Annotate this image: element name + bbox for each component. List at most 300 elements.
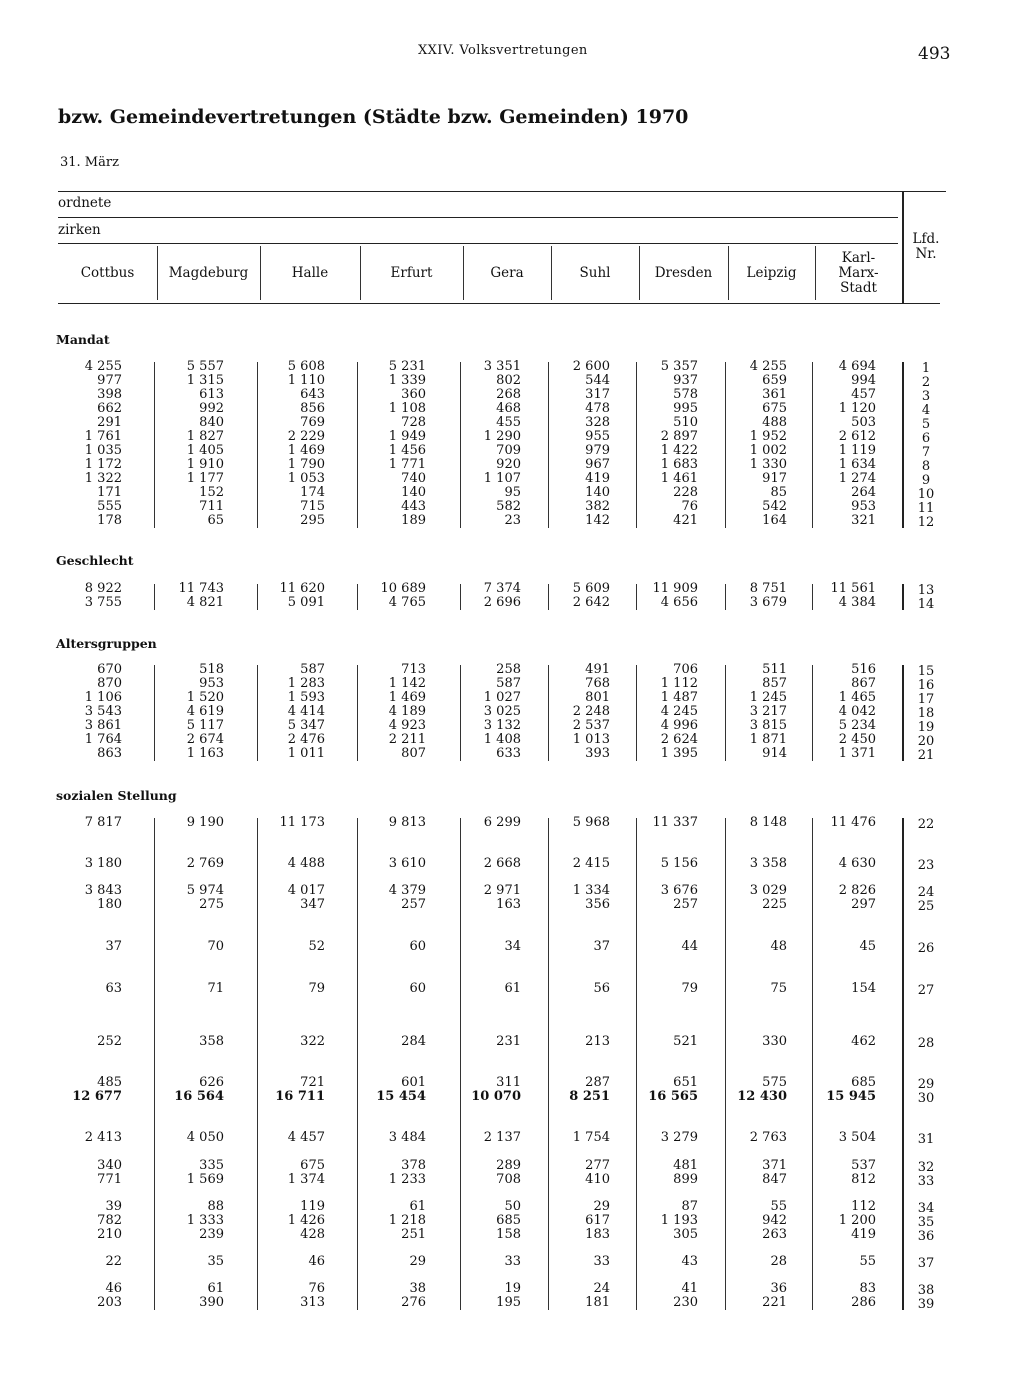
table-cell: 643 [300, 387, 325, 402]
table-cell: 782 [97, 1213, 122, 1228]
table-cell: 542 [762, 499, 787, 514]
table-cell: 1 683 [660, 457, 698, 472]
table-cell: 1 469 [388, 690, 426, 705]
table-cell: 1 339 [388, 373, 426, 388]
table-cell: 1 120 [838, 401, 876, 416]
table-cell: 3 543 [84, 704, 122, 719]
table-cell: 1 274 [838, 471, 876, 486]
table-cell: 11 337 [652, 815, 698, 830]
table-cell: 4 694 [838, 359, 876, 374]
table-cell: 917 [762, 471, 787, 486]
table-cell: 455 [496, 415, 521, 430]
table-cell: 5 156 [660, 856, 698, 871]
table-cell: 60 [409, 981, 426, 996]
table-cell: 485 [97, 1075, 122, 1090]
table-cell: 3 025 [483, 704, 521, 719]
table-cell: 4 245 [660, 704, 698, 719]
table-cell: 1 233 [388, 1172, 426, 1187]
table-cell: 419 [851, 1227, 876, 1242]
section-label: Geschlecht [56, 553, 134, 568]
lfd-column-divider [902, 584, 904, 610]
table-cell: 163 [496, 897, 521, 912]
table-cell: 29 [409, 1254, 426, 1269]
table-cell: 252 [97, 1034, 122, 1049]
table-cell: 289 [496, 1158, 521, 1173]
table-cell: 8 148 [749, 815, 787, 830]
row-number: 2 [921, 375, 931, 390]
table-cell: 870 [97, 676, 122, 691]
table-cell: 867 [851, 676, 876, 691]
table-cell: 55 [859, 1254, 876, 1269]
table-cell: 88 [207, 1199, 224, 1214]
table-cell: 1 142 [388, 676, 426, 691]
table-cell: 728 [401, 415, 426, 430]
table-cell: 953 [851, 499, 876, 514]
group-label: ordnete [58, 195, 112, 211]
table-cell: 2 668 [483, 856, 521, 871]
table-cell: 171 [97, 485, 122, 500]
table-cell: 3 358 [749, 856, 787, 871]
table-cell: 48 [770, 939, 787, 954]
table-cell: 457 [851, 387, 876, 402]
table-cell: 2 826 [838, 883, 876, 898]
table-cell: 2 229 [287, 429, 325, 444]
table-cell: 711 [199, 499, 224, 514]
table-cell: 221 [762, 1295, 787, 1310]
table-cell: 967 [585, 457, 610, 472]
header-column-divider [463, 246, 464, 300]
table-cell: 158 [496, 1227, 521, 1242]
table-cell: 2 450 [838, 732, 876, 747]
table-cell: 1 013 [572, 732, 610, 747]
table-cell: 7 817 [84, 815, 122, 830]
row-number: 7 [921, 445, 931, 460]
table-cell: 5 231 [388, 359, 426, 374]
header-rule-1 [58, 217, 898, 218]
row-number: 26 [917, 941, 935, 956]
table-cell: 613 [199, 387, 224, 402]
table-cell: 1 112 [660, 676, 698, 691]
table-cell: 257 [401, 897, 426, 912]
table-cell: 4 017 [287, 883, 325, 898]
table-cell: 3 351 [483, 359, 521, 374]
table-cell: 71 [207, 981, 224, 996]
table-cell: 284 [401, 1034, 426, 1049]
table-cell: 617 [585, 1213, 610, 1228]
table-cell: 920 [496, 457, 521, 472]
row-number: 37 [917, 1256, 935, 1271]
table-cell: 11 743 [178, 581, 224, 596]
table-cell: 164 [762, 513, 787, 528]
table-cell: 856 [300, 401, 325, 416]
table-cell: 4 630 [838, 856, 876, 871]
table-cell: 1 035 [84, 443, 122, 458]
table-cell: 1 011 [287, 746, 325, 761]
table-cell: 38 [409, 1281, 426, 1296]
row-number: 22 [917, 817, 935, 832]
table-cell: 33 [593, 1254, 610, 1269]
row-number: 23 [917, 858, 935, 873]
table-cell: 268 [496, 387, 521, 402]
table-cell: 1 374 [287, 1172, 325, 1187]
table-cell: 1 333 [186, 1213, 224, 1228]
table-cell: 291 [97, 415, 122, 430]
row-number: 3 [921, 389, 931, 404]
table-cell: 140 [401, 485, 426, 500]
table-cell: 706 [673, 662, 698, 677]
header-column-divider [815, 246, 816, 300]
table-cell: 5 091 [287, 595, 325, 610]
table-cell: 1 469 [287, 443, 325, 458]
table-cell: 708 [496, 1172, 521, 1187]
table-cell: 11 476 [830, 815, 876, 830]
table-cell: 140 [585, 485, 610, 500]
table-cell: 15 945 [826, 1089, 876, 1104]
table-cell: 398 [97, 387, 122, 402]
table-cell: 659 [762, 373, 787, 388]
table-cell: 2 211 [388, 732, 426, 747]
table-cell: 2 763 [749, 1130, 787, 1145]
section-label: Mandat [56, 332, 110, 347]
lfd-column-divider [902, 818, 904, 1310]
table-cell: 462 [851, 1034, 876, 1049]
column-header: Magdeburg [168, 264, 249, 281]
table-cell: 277 [585, 1158, 610, 1173]
table-cell: 239 [199, 1227, 224, 1242]
table-cell: 2 642 [572, 595, 610, 610]
table-cell: 1 790 [287, 457, 325, 472]
table-cell: 180 [97, 897, 122, 912]
table-cell: 63 [105, 981, 122, 996]
table-cell: 213 [585, 1034, 610, 1049]
table-top-rule [58, 191, 946, 192]
header-column-divider [157, 246, 158, 300]
row-number: 24 [917, 885, 935, 900]
table-cell: 670 [97, 662, 122, 677]
table-cell: 50 [504, 1199, 521, 1214]
table-cell: 390 [199, 1295, 224, 1310]
table-cell: 582 [496, 499, 521, 514]
table-cell: 37 [105, 939, 122, 954]
header-column-divider [551, 246, 552, 300]
table-cell: 478 [585, 401, 610, 416]
table-cell: 914 [762, 746, 787, 761]
table-cell: 587 [300, 662, 325, 677]
table-cell: 1 330 [749, 457, 787, 472]
table-cell: 15 454 [376, 1089, 426, 1104]
table-cell: 297 [851, 897, 876, 912]
table-cell: 3 815 [749, 718, 787, 733]
row-number: 6 [921, 431, 931, 446]
table-cell: 11 620 [279, 581, 325, 596]
row-number: 12 [917, 515, 935, 530]
table-cell: 5 608 [287, 359, 325, 374]
table-cell: 56 [593, 981, 610, 996]
table-cell: 5 557 [186, 359, 224, 374]
table-cell: 305 [673, 1227, 698, 1242]
table-cell: 1 110 [287, 373, 325, 388]
table-cell: 328 [585, 415, 610, 430]
table-cell: 195 [496, 1295, 521, 1310]
table-cell: 189 [401, 513, 426, 528]
table-cell: 142 [585, 513, 610, 528]
table-cell: 29 [593, 1199, 610, 1214]
table-cell: 740 [401, 471, 426, 486]
table-cell: 41 [681, 1281, 698, 1296]
table-cell: 4 619 [186, 704, 224, 719]
row-number: 8 [921, 459, 931, 474]
table-cell: 44 [681, 939, 698, 954]
table-cell: 1 177 [186, 471, 224, 486]
table-cell: 5 609 [572, 581, 610, 596]
table-cell: 3 610 [388, 856, 426, 871]
table-cell: 3 843 [84, 883, 122, 898]
table-cell: 544 [585, 373, 610, 388]
table-cell: 361 [762, 387, 787, 402]
table-cell: 601 [401, 1075, 426, 1090]
table-cell: 4 488 [287, 856, 325, 871]
table-cell: 275 [199, 897, 224, 912]
table-cell: 210 [97, 1227, 122, 1242]
table-cell: 768 [585, 676, 610, 691]
table-cell: 112 [851, 1199, 876, 1214]
table-cell: 491 [585, 662, 610, 677]
table-cell: 311 [496, 1075, 521, 1090]
table-cell: 174 [300, 485, 325, 500]
column-header: Leipzig [746, 264, 797, 281]
table-cell: 977 [97, 373, 122, 388]
table-cell: 4 255 [749, 359, 787, 374]
table-cell: 2 600 [572, 359, 610, 374]
table-cell: 1 107 [483, 471, 521, 486]
table-cell: 263 [762, 1227, 787, 1242]
table-cell: 6 299 [483, 815, 521, 830]
header-column-divider [360, 246, 361, 300]
table-cell: 4 821 [186, 595, 224, 610]
table-cell: 382 [585, 499, 610, 514]
lfd-number-header: Lfd. Nr. [912, 231, 940, 262]
header-column-divider [728, 246, 729, 300]
table-cell: 2 612 [838, 429, 876, 444]
table-cell: 95 [504, 485, 521, 500]
table-cell: 1 771 [388, 457, 426, 472]
table-cell: 3 679 [749, 595, 787, 610]
table-cell: 1 827 [186, 429, 224, 444]
table-cell: 7 374 [483, 581, 521, 596]
table-cell: 75 [770, 981, 787, 996]
table-cell: 11 561 [830, 581, 876, 596]
table-cell: 203 [97, 1295, 122, 1310]
table-cell: 2 897 [660, 429, 698, 444]
table-cell: 1 395 [660, 746, 698, 761]
row-number: 29 [917, 1077, 935, 1092]
lfd-column-divider [902, 665, 904, 761]
table-cell: 651 [673, 1075, 698, 1090]
table-cell: 2 624 [660, 732, 698, 747]
table-cell: 228 [673, 485, 698, 500]
table-cell: 995 [673, 401, 698, 416]
table-cell: 2 971 [483, 883, 521, 898]
table-cell: 2 769 [186, 856, 224, 871]
table-cell: 4 189 [388, 704, 426, 719]
table-cell: 1 163 [186, 746, 224, 761]
table-cell: 1 108 [388, 401, 426, 416]
row-number: 31 [917, 1132, 935, 1147]
table-cell: 994 [851, 373, 876, 388]
table-cell: 769 [300, 415, 325, 430]
table-cell: 1 315 [186, 373, 224, 388]
table-cell: 317 [585, 387, 610, 402]
table-cell: 5 357 [660, 359, 698, 374]
table-cell: 857 [762, 676, 787, 691]
lfd-column-divider [902, 192, 904, 304]
table-cell: 1 193 [660, 1213, 698, 1228]
table-cell: 76 [308, 1281, 325, 1296]
table-cell: 771 [97, 1172, 122, 1187]
header-column-divider [639, 246, 640, 300]
row-number: 13 [917, 583, 935, 598]
table-cell: 675 [762, 401, 787, 416]
table-cell: 8 251 [569, 1089, 610, 1104]
table-cell: 4 255 [84, 359, 122, 374]
table-cell: 28 [770, 1254, 787, 1269]
table-cell: 52 [308, 939, 325, 954]
table-cell: 2 413 [84, 1130, 122, 1145]
table-cell: 258 [496, 662, 521, 677]
table-cell: 12 430 [737, 1089, 787, 1104]
table-cell: 1 405 [186, 443, 224, 458]
table-cell: 46 [105, 1281, 122, 1296]
table-cell: 1 871 [749, 732, 787, 747]
table-cell: 518 [199, 662, 224, 677]
table-cell: 231 [496, 1034, 521, 1049]
table-cell: 3 132 [483, 718, 521, 733]
table-cell: 2 248 [572, 704, 610, 719]
row-number: 28 [917, 1036, 935, 1051]
table-cell: 16 565 [648, 1089, 698, 1104]
row-number: 10 [917, 487, 935, 502]
table-cell: 713 [401, 662, 426, 677]
table-cell: 626 [199, 1075, 224, 1090]
lfd-column-divider [902, 362, 904, 528]
section-label: Altersgruppen [56, 636, 157, 651]
table-cell: 1 593 [287, 690, 325, 705]
row-number: 34 [917, 1201, 935, 1216]
table-cell: 899 [673, 1172, 698, 1187]
page-title: bzw. Gemeindevertretungen (Städte bzw. Gemeinden) 1970 [58, 106, 689, 128]
table-cell: 76 [681, 499, 698, 514]
table-cell: 286 [851, 1295, 876, 1310]
row-number: 21 [917, 748, 935, 763]
table-cell: 1 422 [660, 443, 698, 458]
table-cell: 1 952 [749, 429, 787, 444]
table-cell: 34 [504, 939, 521, 954]
table-cell: 5 117 [186, 718, 224, 733]
table-cell: 1 456 [388, 443, 426, 458]
table-cell: 16 564 [174, 1089, 224, 1104]
table-cell: 37 [593, 939, 610, 954]
table-cell: 511 [762, 662, 787, 677]
table-cell: 393 [585, 746, 610, 761]
table-cell: 276 [401, 1295, 426, 1310]
table-cell: 807 [401, 746, 426, 761]
table-cell: 33 [504, 1254, 521, 1269]
table-cell: 60 [409, 939, 426, 954]
table-cell: 183 [585, 1227, 610, 1242]
table-cell: 953 [199, 676, 224, 691]
table-cell: 23 [504, 513, 521, 528]
table-cell: 662 [97, 401, 122, 416]
table-cell: 360 [401, 387, 426, 402]
table-cell: 4 765 [388, 595, 426, 610]
table-cell: 1 949 [388, 429, 426, 444]
table-cell: 481 [673, 1158, 698, 1173]
table-cell: 152 [199, 485, 224, 500]
table-cell: 428 [300, 1227, 325, 1242]
table-cell: 443 [401, 499, 426, 514]
table-cell: 1 764 [84, 732, 122, 747]
table-cell: 16 711 [275, 1089, 325, 1104]
table-cell: 9 813 [388, 815, 426, 830]
table-cell: 587 [496, 676, 521, 691]
table-cell: 2 137 [483, 1130, 521, 1145]
table-cell: 503 [851, 415, 876, 430]
table-cell: 4 379 [388, 883, 426, 898]
table-cell: 847 [762, 1172, 787, 1187]
table-cell: 1 520 [186, 690, 224, 705]
table-cell: 4 656 [660, 595, 698, 610]
table-cell: 181 [585, 1295, 610, 1310]
table-cell: 675 [300, 1158, 325, 1173]
table-cell: 3 504 [838, 1130, 876, 1145]
row-number: 20 [917, 734, 935, 749]
table-cell: 1 461 [660, 471, 698, 486]
table-cell: 55 [770, 1199, 787, 1214]
table-cell: 1 002 [749, 443, 787, 458]
table-cell: 11 909 [652, 581, 698, 596]
table-cell: 10 689 [380, 581, 426, 596]
row-number: 18 [917, 706, 935, 721]
table-cell: 61 [409, 1199, 426, 1214]
row-number: 30 [917, 1091, 935, 1106]
table-cell: 3 180 [84, 856, 122, 871]
table-cell: 4 050 [186, 1130, 224, 1145]
table-cell: 2 696 [483, 595, 521, 610]
table-cell: 61 [504, 981, 521, 996]
row-number: 32 [917, 1160, 935, 1175]
table-cell: 709 [496, 443, 521, 458]
table-cell: 11 173 [279, 815, 325, 830]
table-cell: 685 [496, 1213, 521, 1228]
subgroup-label: zirken [58, 222, 101, 238]
table-cell: 65 [207, 513, 224, 528]
table-cell: 295 [300, 513, 325, 528]
table-cell: 347 [300, 897, 325, 912]
table-cell: 979 [585, 443, 610, 458]
table-cell: 801 [585, 690, 610, 705]
table-cell: 1 245 [749, 690, 787, 705]
table-cell: 225 [762, 897, 787, 912]
table-cell: 942 [762, 1213, 787, 1228]
table-cell: 4 457 [287, 1130, 325, 1145]
column-header: Halle [291, 264, 329, 281]
table-cell: 85 [770, 485, 787, 500]
reference-date: 31. März [60, 155, 119, 170]
row-number: 35 [917, 1215, 935, 1230]
table-cell: 1 283 [287, 676, 325, 691]
table-cell: 992 [199, 401, 224, 416]
table-cell: 35 [207, 1254, 224, 1269]
